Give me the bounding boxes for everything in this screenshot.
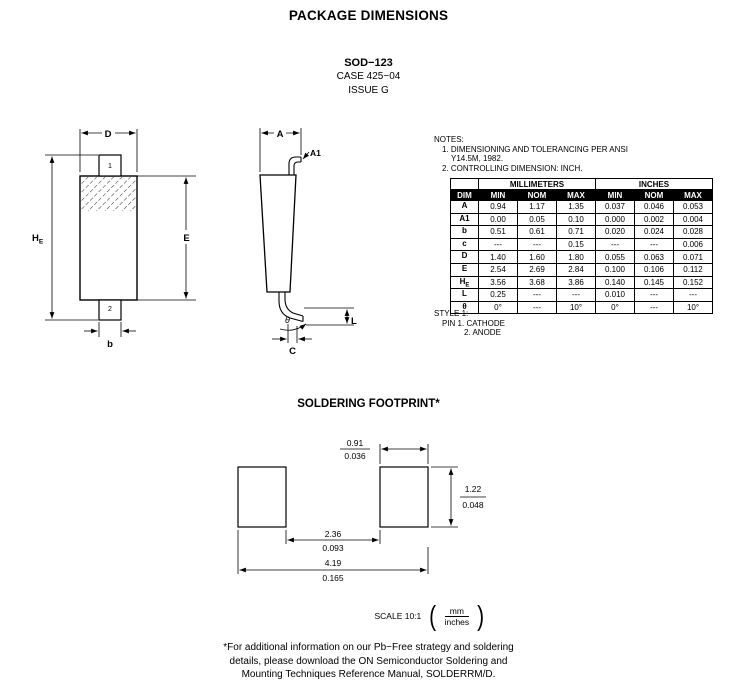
value-cell: 1.17 [518,201,557,214]
value-cell: 0.51 [479,226,518,239]
footer-note [0,641,737,682]
style-block [434,309,505,338]
value-cell: 1.80 [557,251,596,264]
package-name: SOD−123 [344,57,393,69]
dim-cell: A [451,201,479,214]
dim-cell: $H_E$ [451,276,479,289]
b-dimension-label: b [107,339,113,350]
scale-label: SCALE 10:1 [374,611,422,621]
value-cell: 1.35 [557,201,596,214]
dim-cell: E [451,263,479,276]
nom-header: NOM [518,190,557,201]
footer-line-2: details, please download the ON Semiconductor Soldering and [229,655,508,667]
unit-mm-label: mm [445,606,470,617]
note-1-line-1: 1. DIMENSIONING AND TOLERANCING PER ANSI [442,144,628,154]
value-cell: --- [635,238,674,251]
millimeters-header: MILLIMETERS [479,179,596,190]
value-cell: --- [674,289,713,302]
package-outline [80,155,137,320]
value-cell: 0.002 [635,213,674,226]
min-header: MIN [596,190,635,201]
value-cell: --- [518,289,557,302]
issue-label: ISSUE G [348,85,389,96]
unit-inches-label: inches [444,616,470,627]
right-pad [380,467,428,527]
a1-dimension-label: A1 [310,148,321,158]
value-cell: 1.40 [479,251,518,264]
units-fraction [445,606,470,627]
top-lead [289,157,301,175]
value-cell: 0.004 [674,213,713,226]
value-cell: 0.024 [635,226,674,239]
l-dimension-label: L [351,316,357,327]
dim-header: DIM [451,190,479,201]
e-dimension-label: E [183,233,190,244]
footer-line-3: Mounting Techniques Reference Manual, SOLDERRM/D. [241,669,496,680]
value-cell: 0.145 [635,276,674,289]
c-dimension-label: C [289,346,296,357]
value-cell: 0.100 [596,263,635,276]
value-cell: 0.152 [674,276,713,289]
value-cell: 0.71 [557,226,596,239]
value-cell: 0° [479,301,518,314]
value-cell: 0.037 [596,201,635,214]
pad-height-mm: 1.22 [464,484,482,494]
value-cell: 10° [674,301,713,314]
value-cell: 0.046 [635,201,674,214]
value-cell: 3.56 [479,276,518,289]
dim-cell: c [451,238,479,251]
side-view-drawing [240,118,380,368]
value-cell: 0.028 [674,226,713,239]
value-cell: 2.54 [479,263,518,276]
pad-width-mm: 0.91 [346,438,364,448]
table-corner-cell [451,179,479,190]
value-cell: 10° [557,301,596,314]
pad-width-in: 0.036 [344,451,366,461]
value-cell: 0.140 [596,276,635,289]
dimension-table [450,178,713,314]
table-row [451,289,713,302]
value-cell: --- [518,301,557,314]
value-cell: 0.25 [479,289,518,302]
min-header: MIN [479,190,518,201]
value-cell: 0.94 [479,201,518,214]
value-cell: 0.053 [674,201,713,214]
max-header: MAX [674,190,713,201]
value-cell: 0.006 [674,238,713,251]
dim-cell: D [451,251,479,264]
pin1-number: 1 [108,163,112,170]
value-cell: 0.055 [596,251,635,264]
style-pin2: 2. ANODE [464,328,501,338]
value-cell: 0.063 [635,251,674,264]
value-cell: 0.071 [674,251,713,264]
value-cell: --- [557,289,596,302]
table-row [451,263,713,276]
dim-cell: A1 [451,213,479,226]
value-cell: --- [518,238,557,251]
style-pin1: PIN 1. CATHODE [442,318,505,328]
left-pad [238,467,286,527]
scale-note [330,598,530,634]
a1-dimension [303,148,321,159]
note-2: 2. CONTROLLING DIMENSION: INCH. [442,163,583,173]
bottom-lead [279,292,303,322]
overall-width-in: 0.165 [322,573,344,583]
value-cell: 0.15 [557,238,596,251]
close-paren: ) [477,600,485,631]
table-subheader-row [451,190,713,201]
footprint-heading: SOLDERING FOOTPRINT* [297,398,440,410]
style-heading: STYLE 1: [434,309,469,318]
dim-cell: θ [451,301,479,314]
value-cell: 0.020 [596,226,635,239]
value-cell: 2.84 [557,263,596,276]
case-number: CASE 425−04 [336,71,401,82]
table-row [451,201,713,214]
value-cell: 0.106 [635,263,674,276]
e-dimension [137,176,196,300]
table-row [451,276,713,289]
footer-line-1: *For additional information on our Pb−Free strategy and soldering [223,642,514,653]
nom-header: NOM [635,190,674,201]
inches-header: INCHES [596,179,713,190]
value-cell: 0.00 [479,213,518,226]
value-cell: --- [596,238,635,251]
notes-heading: NOTES: [434,135,464,144]
theta-dimension-label: θ [285,315,290,325]
value-cell: --- [635,289,674,302]
value-cell: 0.000 [596,213,635,226]
value-cell: 3.86 [557,276,596,289]
front-view-drawing [28,118,228,350]
inner-gap-in: 0.093 [322,543,344,553]
value-cell: 0.10 [557,213,596,226]
value-cell: 0.05 [518,213,557,226]
value-cell: --- [479,238,518,251]
table-row [451,226,713,239]
notes-block [434,135,628,173]
d-dimension-label: D [104,129,112,140]
case-block [0,56,737,98]
pin2-number: 2 [108,306,112,313]
dim-cell: L [451,289,479,302]
table-row [451,238,713,251]
inner-gap-dimension [286,529,380,553]
value-cell: 3.68 [518,276,557,289]
table-group-header-row [451,179,713,190]
max-header: MAX [557,190,596,201]
value-cell: 0.112 [674,263,713,276]
page-title: PACKAGE DIMENSIONS [288,8,449,23]
l-dimension [304,308,357,327]
pad-width-dimension [340,438,428,464]
a-dimension-label: A [276,129,284,140]
pad-height-in: 0.048 [462,500,484,510]
theta-dimension [280,315,306,330]
cathode-band-hatch [81,177,136,211]
footprint-drawing [210,428,530,593]
value-cell: 2.69 [518,263,557,276]
value-cell: 0° [596,301,635,314]
he-dimension-label: $H_E$ [32,233,44,246]
a-dimension [260,126,301,172]
table-row [451,251,713,264]
value-cell: --- [635,301,674,314]
dim-cell: b [451,226,479,239]
note-1-line-2: Y14.5M, 1982. [451,154,504,164]
side-body [260,157,303,322]
inner-gap-mm: 2.36 [324,529,342,539]
overall-width-mm: 4.19 [324,558,342,568]
open-paren: ( [429,600,437,631]
value-cell: 1.60 [518,251,557,264]
value-cell: 0.010 [596,289,635,302]
pad-height-dimension [431,467,486,527]
c-dimension [272,324,312,357]
value-cell: 0.61 [518,226,557,239]
table-row [451,213,713,226]
b-dimension [84,322,136,350]
